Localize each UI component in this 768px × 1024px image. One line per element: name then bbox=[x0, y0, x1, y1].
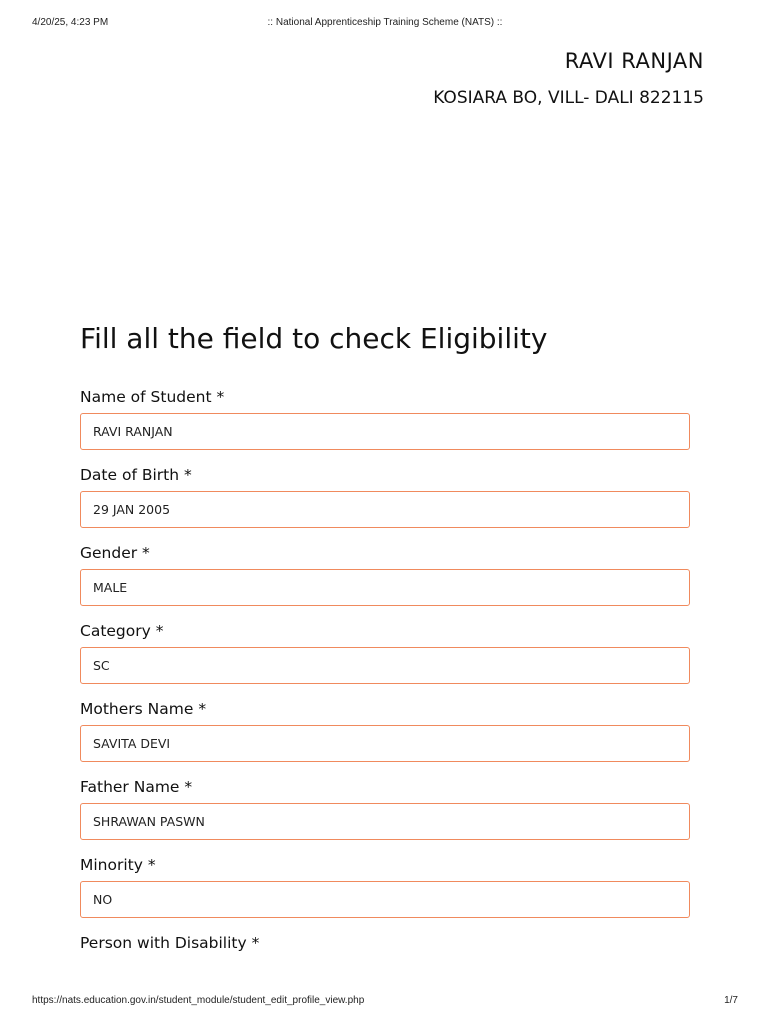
field-label: Minority * bbox=[80, 856, 156, 874]
form-title: Fill all the field to check Eligibility bbox=[80, 322, 548, 355]
eligibility-form bbox=[80, 384, 690, 1008]
field-mothers-name bbox=[80, 696, 690, 774]
gender-input[interactable]: MALE bbox=[80, 569, 690, 606]
print-header bbox=[32, 17, 738, 31]
field-label: Date of Birth * bbox=[80, 466, 192, 484]
field-category bbox=[80, 618, 690, 696]
father-name-input[interactable]: SHRAWAN PASWN bbox=[80, 803, 690, 840]
mothers-name-input[interactable]: SAVITA DEVI bbox=[80, 725, 690, 762]
print-page-title: :: National Apprenticeship Training Scheme (NATS) :: bbox=[267, 17, 503, 28]
user-name: RAVI RANJAN bbox=[564, 49, 704, 73]
field-minority bbox=[80, 852, 690, 930]
minority-input[interactable]: NO bbox=[80, 881, 690, 918]
field-father-name bbox=[80, 774, 690, 852]
field-label: Father Name * bbox=[80, 778, 193, 796]
print-url: https://nats.education.gov.in/student_module/student_edit_profile_view.php bbox=[32, 995, 365, 1006]
field-label: Gender * bbox=[80, 544, 150, 562]
print-datetime: 4/20/25, 4:23 PM bbox=[32, 17, 109, 28]
name-of-student-input[interactable]: RAVI RANJAN bbox=[80, 413, 690, 450]
print-footer bbox=[32, 995, 738, 1009]
user-info bbox=[433, 46, 704, 110]
field-label: Mothers Name * bbox=[80, 700, 207, 718]
field-date-of-birth bbox=[80, 462, 690, 540]
field-label: Person with Disability * bbox=[80, 934, 260, 952]
date-of-birth-input[interactable]: 29 JAN 2005 bbox=[80, 491, 690, 528]
category-input[interactable]: SC bbox=[80, 647, 690, 684]
field-gender bbox=[80, 540, 690, 618]
field-label: Name of Student * bbox=[80, 388, 225, 406]
field-label: Category * bbox=[80, 622, 164, 640]
print-page-number: 1/7 bbox=[724, 995, 738, 1006]
user-address: KOSIARA BO, VILL- DALI 822115 bbox=[433, 88, 704, 108]
field-name-of-student bbox=[80, 384, 690, 462]
